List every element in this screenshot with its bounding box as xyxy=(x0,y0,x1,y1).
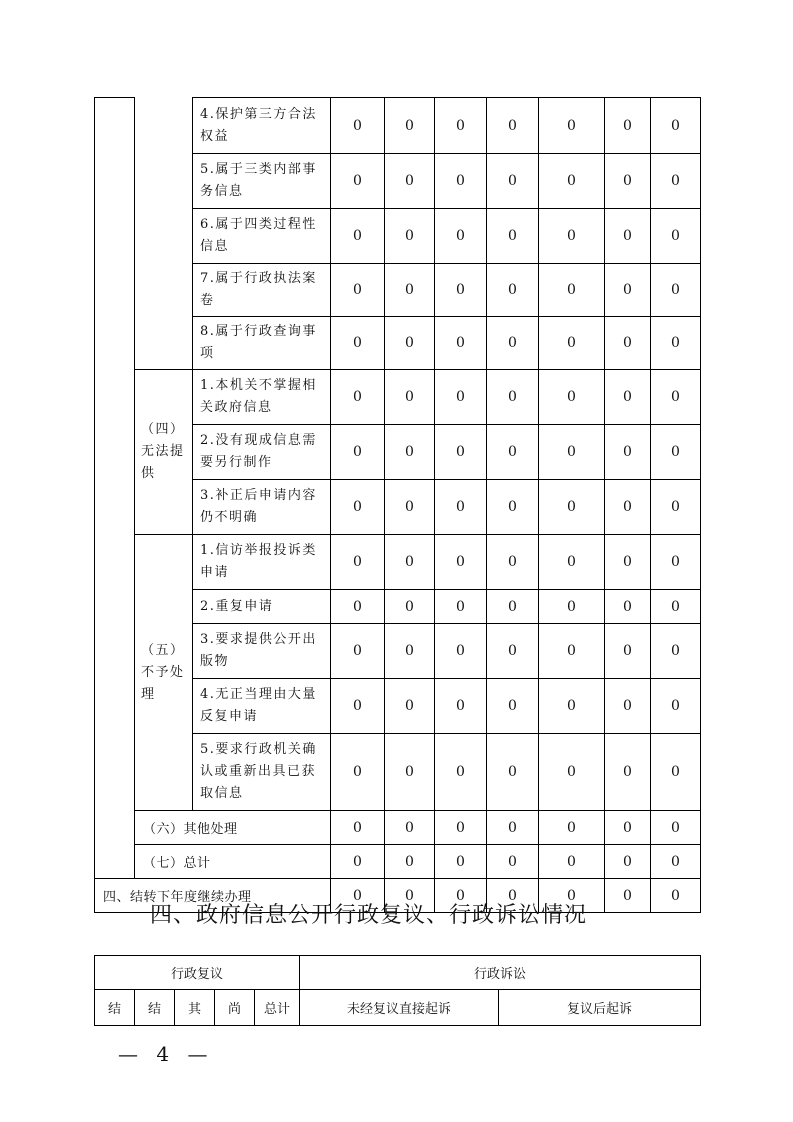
value-cell: 0 xyxy=(331,370,385,425)
value-cell: 0 xyxy=(385,425,435,480)
value-cell: 0 xyxy=(385,590,435,624)
table-row xyxy=(95,535,701,590)
value-cell: 0 xyxy=(651,370,701,425)
value-cell: 0 xyxy=(385,624,435,679)
value-cell: 0 xyxy=(539,811,605,845)
row-label: 4.保护第三方合法权益 xyxy=(193,98,331,154)
value-cell: 0 xyxy=(651,154,701,209)
value-cell: 0 xyxy=(331,734,385,811)
row-label: 3.要求提供公开出版物 xyxy=(193,624,331,679)
value-cell: 0 xyxy=(435,480,487,535)
group-name: 不予处理 xyxy=(141,664,185,702)
value-cell: 0 xyxy=(331,590,385,624)
value-cell: 0 xyxy=(385,845,435,879)
group-index: （四） xyxy=(141,422,185,437)
value-cell: 0 xyxy=(331,480,385,535)
value-cell: 0 xyxy=(385,154,435,209)
row-label: 4.无正当理由大量反复申请 xyxy=(193,679,331,734)
value-cell: 0 xyxy=(539,590,605,624)
value-cell: 0 xyxy=(385,535,435,590)
row-label: 2.重复申请 xyxy=(193,590,331,624)
row-label: 四、结转下年度继续办理 xyxy=(95,879,331,913)
value-cell: 0 xyxy=(435,734,487,811)
value-cell: 0 xyxy=(331,845,385,879)
value-cell: 0 xyxy=(385,734,435,811)
table-row xyxy=(95,370,701,425)
value-cell: 0 xyxy=(605,879,651,913)
value-cell: 0 xyxy=(539,370,605,425)
review-col-header: 其 xyxy=(175,990,215,1026)
value-cell: 0 xyxy=(605,154,651,209)
value-cell: 0 xyxy=(605,734,651,811)
value-cell: 0 xyxy=(435,98,487,154)
value-cell: 0 xyxy=(435,624,487,679)
value-cell: 0 xyxy=(487,264,539,317)
page-number: — 4 — xyxy=(118,1042,214,1066)
outer-category-cell xyxy=(95,98,135,879)
value-cell: 0 xyxy=(331,535,385,590)
value-cell: 0 xyxy=(435,845,487,879)
value-cell: 0 xyxy=(435,154,487,209)
value-cell: 0 xyxy=(539,209,605,264)
value-cell: 0 xyxy=(331,154,385,209)
value-cell: 0 xyxy=(605,98,651,154)
value-cell: 0 xyxy=(435,425,487,480)
value-cell: 0 xyxy=(651,845,701,879)
value-cell: 0 xyxy=(651,734,701,811)
value-cell: 0 xyxy=(487,317,539,370)
value-cell: 0 xyxy=(331,879,385,913)
category-continuation-cell xyxy=(135,98,193,370)
row-label: 6.属于四类过程性信息 xyxy=(193,209,331,264)
value-cell: 0 xyxy=(605,590,651,624)
value-cell: 0 xyxy=(539,98,605,154)
row-label: 5.要求行政机关确认或重新出具已获取信息 xyxy=(193,734,331,811)
value-cell: 0 xyxy=(605,370,651,425)
value-cell: 0 xyxy=(605,535,651,590)
value-cell: 0 xyxy=(605,425,651,480)
value-cell: 0 xyxy=(435,811,487,845)
row-label: （六）其他处理 xyxy=(135,811,331,845)
value-cell: 0 xyxy=(435,264,487,317)
value-cell: 0 xyxy=(605,679,651,734)
value-cell: 0 xyxy=(487,590,539,624)
value-cell: 0 xyxy=(605,845,651,879)
value-cell: 0 xyxy=(539,879,605,913)
value-cell: 0 xyxy=(435,317,487,370)
value-cell: 0 xyxy=(651,590,701,624)
value-cell: 0 xyxy=(385,264,435,317)
value-cell: 0 xyxy=(605,264,651,317)
value-cell: 0 xyxy=(539,624,605,679)
value-cell: 0 xyxy=(331,425,385,480)
row-label: 8.属于行政查询事项 xyxy=(193,317,331,370)
review-col-header: 结 xyxy=(135,990,175,1026)
value-cell: 0 xyxy=(539,734,605,811)
row-label: 5.属于三类内部事务信息 xyxy=(193,154,331,209)
statistics-table xyxy=(94,97,701,913)
value-cell: 0 xyxy=(605,624,651,679)
value-cell: 0 xyxy=(651,480,701,535)
value-cell: 0 xyxy=(605,480,651,535)
value-cell: 0 xyxy=(539,679,605,734)
row-label: 3.补正后申请内容仍不明确 xyxy=(193,480,331,535)
value-cell: 0 xyxy=(539,264,605,317)
value-cell: 0 xyxy=(385,209,435,264)
value-cell: 0 xyxy=(385,98,435,154)
value-cell: 0 xyxy=(651,317,701,370)
value-cell: 0 xyxy=(605,811,651,845)
review-col-header: 尚 xyxy=(215,990,255,1026)
value-cell: 0 xyxy=(435,679,487,734)
review-col-header: 结 xyxy=(95,990,135,1026)
review-col-header: 总计 xyxy=(255,990,300,1026)
value-cell: 0 xyxy=(539,154,605,209)
value-cell: 0 xyxy=(487,370,539,425)
value-cell: 0 xyxy=(651,879,701,913)
review-header: 行政复议 xyxy=(95,956,300,990)
value-cell: 0 xyxy=(487,480,539,535)
litigation-col-header: 复议后起诉 xyxy=(499,990,701,1026)
value-cell: 0 xyxy=(651,209,701,264)
value-cell: 0 xyxy=(487,209,539,264)
value-cell: 0 xyxy=(487,879,539,913)
row-label: 7.属于行政执法案卷 xyxy=(193,264,331,317)
table-row xyxy=(95,98,701,154)
table-row xyxy=(95,845,701,879)
value-cell: 0 xyxy=(385,879,435,913)
value-cell: 0 xyxy=(385,370,435,425)
value-cell: 0 xyxy=(385,679,435,734)
table-row xyxy=(95,811,701,845)
value-cell: 0 xyxy=(651,811,701,845)
value-cell: 0 xyxy=(487,679,539,734)
value-cell: 0 xyxy=(435,590,487,624)
value-cell: 0 xyxy=(385,480,435,535)
value-cell: 0 xyxy=(651,679,701,734)
value-cell: 0 xyxy=(605,317,651,370)
value-cell: 0 xyxy=(651,535,701,590)
value-cell: 0 xyxy=(539,425,605,480)
value-cell: 0 xyxy=(331,209,385,264)
value-cell: 0 xyxy=(539,535,605,590)
value-cell: 0 xyxy=(487,624,539,679)
review-litigation-table xyxy=(94,955,701,1026)
litigation-col-header: 未经复议直接起诉 xyxy=(300,990,499,1026)
value-cell: 0 xyxy=(487,98,539,154)
value-cell: 0 xyxy=(385,317,435,370)
value-cell: 0 xyxy=(651,264,701,317)
group-label-not-processed xyxy=(135,535,193,811)
value-cell: 0 xyxy=(385,811,435,845)
value-cell: 0 xyxy=(487,845,539,879)
value-cell: 0 xyxy=(487,154,539,209)
value-cell: 0 xyxy=(651,425,701,480)
group-name: 无法提供 xyxy=(141,444,185,481)
value-cell: 0 xyxy=(487,535,539,590)
value-cell: 0 xyxy=(605,209,651,264)
value-cell: 0 xyxy=(331,811,385,845)
value-cell: 0 xyxy=(487,425,539,480)
value-cell: 0 xyxy=(651,624,701,679)
value-cell: 0 xyxy=(331,679,385,734)
row-label: （七）总计 xyxy=(135,845,331,879)
value-cell: 0 xyxy=(487,811,539,845)
value-cell: 0 xyxy=(331,624,385,679)
value-cell: 0 xyxy=(651,98,701,154)
value-cell: 0 xyxy=(435,879,487,913)
row-label: 2.没有现成信息需要另行制作 xyxy=(193,425,331,480)
value-cell: 0 xyxy=(331,264,385,317)
section-title: 四、政府信息公开行政复议、行政诉讼情况 xyxy=(150,903,588,928)
row-label: 1.本机关不掌握相关政府信息 xyxy=(193,370,331,425)
value-cell: 0 xyxy=(539,480,605,535)
value-cell: 0 xyxy=(435,535,487,590)
value-cell: 0 xyxy=(487,734,539,811)
group-label-unable-to-provide xyxy=(135,370,193,535)
value-cell: 0 xyxy=(435,209,487,264)
value-cell: 0 xyxy=(539,317,605,370)
value-cell: 0 xyxy=(435,370,487,425)
litigation-header: 行政诉讼 xyxy=(300,956,701,990)
value-cell: 0 xyxy=(539,845,605,879)
value-cell: 0 xyxy=(331,317,385,370)
group-index: （五） xyxy=(141,642,185,658)
value-cell: 0 xyxy=(331,98,385,154)
row-label: 1.信访举报投诉类申请 xyxy=(193,535,331,590)
